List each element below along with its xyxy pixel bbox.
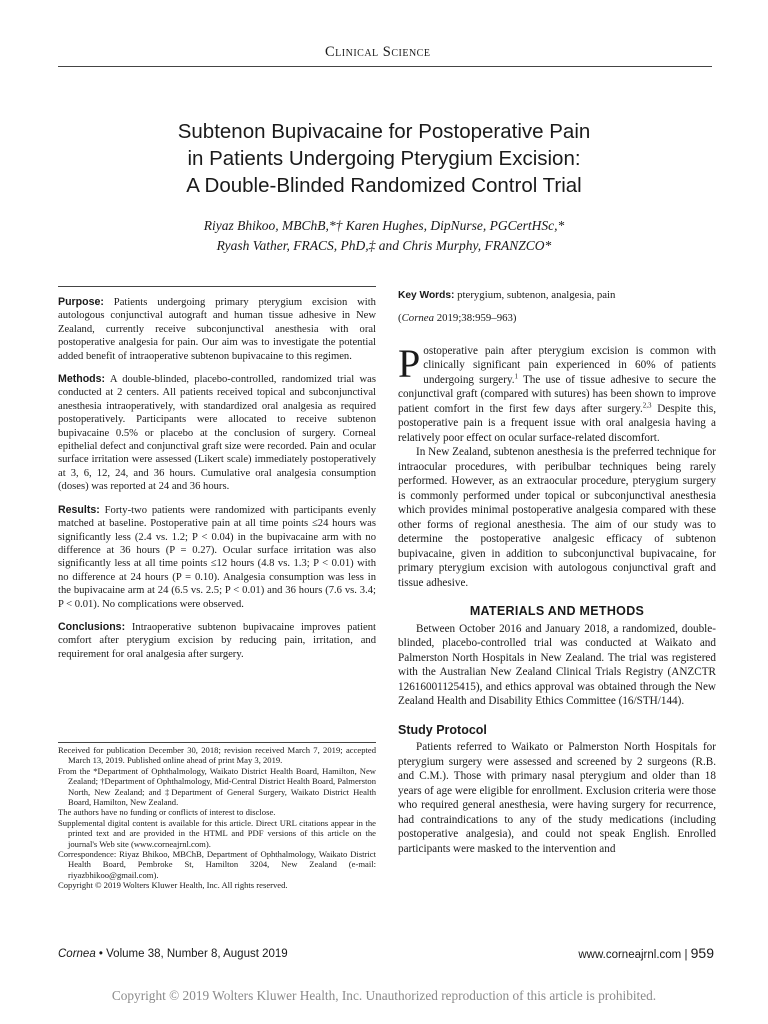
title-line-3: A Double-Blinded Randomized Control Trial <box>186 174 582 197</box>
keywords <box>398 288 716 303</box>
authors-line-1: Riyaz Bhikoo, MBChB,*† Karen Hughes, DipNurse, PGCertHSc,* <box>203 218 565 233</box>
author-list <box>60 216 708 256</box>
section-header <box>0 44 768 64</box>
paragraph-intro-2: In New Zealand, subtenon anesthesia is the preferred technique for intraocular procedures, with peribulbar techniques being rarely performed. However, as an extraocular procedure, pterygium surgery is commonly performed under topical or subconjunctival anesthesia which provides minimal postoperative analgesia compared with these other forms of regional anesthesia. The aim of our study was to determine the postoperative analgesic efficacy of subtenon bupivacaine, given in addition to subconjunctival bupivacaine, for primary pterygium excision with autologous conjunctival graft and tissue adhesive. <box>398 446 716 589</box>
abstract <box>58 286 376 671</box>
purpose-label: Purpose: <box>58 296 104 308</box>
abstract-results <box>58 504 376 611</box>
footnotes <box>58 742 376 891</box>
footer-journal-name: Cornea <box>58 948 96 960</box>
results-label: Results: <box>58 503 100 516</box>
drop-cap: P <box>398 340 421 386</box>
paragraph-methods: Between October 2016 and January 2018, a randomized, double-blinded, placebo-controlled trial was conducted at Waikato and Palmerston North Hospitals in New Zealand. The trial was registered with the Australian New Zealand Clinical Trials Registry (ANZCTR 12616001125415), and ethics approval was obtained through the New Zealand Health and Disability Ethics Committee (16/STH/144). <box>398 622 716 707</box>
title-line-1: Subtenon Bupivacaine for Postoperative Pain <box>177 120 591 143</box>
copyright-watermark: Copyright © 2019 Wolters Kluwer Health, Inc. Unauthorized reproduction of this article is prohibited. <box>111 988 657 1003</box>
results-text: Forty-two patients were randomized with participants evenly matched at baseline. Postoperative pain at all time points ≤24 hours was significantly less (2.4 vs. 1.2; P < 0.04) in the bupivacaine arm with no difference at 36 hours (P = 0.27). Ocular surface irritation was also significantly less at all time points ≤12 hours (4.8 vs. 1.3; P < 0.01) with no difference at 24 hours (P = 0.10). Analgesia consumption was less in the bupivacaine arm at 24 (6.5 vs. 2.5; P < 0.01) and 36 hours (7.6 vs. 3.4; P < 0.01). No complications were observed. <box>58 504 376 610</box>
page-number: 959 <box>690 945 714 961</box>
methods-text: A double-blinded, placebo-controlled, randomized trial was conducted at 2 centers. All patients received topical and subconjunctival anesthesia intraoperatively, with standardized oral analgesia as required postoperatively. Participants were allocated to receive subtenon bupivacaine 0.5% or placebo at the conclusion of surgery. Corneal epithelial defect and conjunctival graft size were recorded. Pain and ocular surface irritation were assessed (Likert scale) immediately postoperatively at 3, 6, 12, 24, and 36 hours. Cumulative oral analgesia consumption (doses) was reported at 24 and 36 hours. <box>58 374 376 493</box>
footer-issue: • Volume 38, Number 8, August 2019 <box>95 948 288 960</box>
methods-label: Methods: <box>58 373 106 386</box>
paragraph-protocol: Patients referred to Waikato or Palmerston North Hospitals for pterygium surgery were assessed and screened by 2 surgeons (R.B. and C.M.). Those with primary nasal pterygium and older than 18 years of age were eligible for enrollment. Exclusion criteria were those who required general anesthesia, were having surgery for recurrence, had contraindications to any of the study medications (including postoperative analgesia), and could not speak English. Enrolled participants were masked to the intervention and <box>398 741 716 855</box>
citation: (Cornea 2019;38:959–963) <box>398 312 517 324</box>
conclusions-text: Intraoperative subtenon bupivacaine improves patient comfort after pterygium excision by reducing pain, irritation, and requirement for oral analgesia after surgery. <box>58 621 376 660</box>
abstract-conclusions <box>58 621 376 661</box>
purpose-text: Patients undergoing primary pterygium excision with autologous conjunctival autograft and human tissue adhesive in New Zealand, currently receive subconjunctival anesthesia with oral postoperative analgesia for pain. Our aim was to investigate the potential added benefit of intraoperative subtenon bupivacaine to this regimen. <box>58 297 376 362</box>
section-label: Clinical Science <box>325 44 431 60</box>
footer-journal <box>58 948 288 960</box>
footnote-affiliations: From the *Department of Ophthalmology, Waikato District Health Board, Hamilton, New Zealand; †Department of Ophthalmology, Mid-Central District Health Board, Palmerston North, New Zealand; and ‡Department of General Surgery, Waikato District Health Board, Hamilton, New Zealand. <box>58 765 376 808</box>
intro-1c: Despite this, postoperative pain is a frequent issue with oral analgesia having a relatively poor effect on ocular surface-related discomfort. <box>398 402 717 444</box>
footnote-copyright: Copyright © 2019 Wolters Kluwer Health, Inc. All rights reserved. <box>58 880 288 891</box>
footnote-funding: The authors have no funding or conflicts of interest to disclose. <box>58 807 276 818</box>
footnote-supplemental: Supplemental digital content is available for this article. Direct URL citations appear in the printed text and are provided in the HTML and PDF versions of this article on the journal's Web site (www.corneajrnl.com). <box>58 817 376 849</box>
abstract-methods <box>58 373 376 494</box>
keywords-text: pterygium, subtenon, analgesia, pain <box>457 289 616 301</box>
footer-page-info <box>578 945 714 961</box>
conclusions-label: Conclusions: <box>58 620 126 633</box>
keywords-label: Key Words: <box>398 290 455 301</box>
abstract-purpose <box>58 296 376 363</box>
article-title <box>60 118 708 199</box>
heading-study-protocol: Study Protocol <box>398 722 487 737</box>
ref-2-3: 2,3 <box>642 400 652 409</box>
body-text <box>398 340 717 857</box>
citation-journal: Cornea <box>401 312 435 324</box>
citation-ref: 2019;38:959–963 <box>436 312 513 324</box>
right-column <box>398 288 716 856</box>
intro-1b: The use of tissue adhesive to secure the conjunctival graft (compared with sutures) has been shown to improve patient comfort in the first few days after surgery. <box>398 373 716 415</box>
footnote-correspondence: Correspondence: Riyaz Bhikoo, MBChB, Department of Ophthalmology, Waikato District Health Board, Pembroke St, Hamilton 3204, New Zealand (e-mail: riyazbhikoo@gmail.com). <box>58 849 376 880</box>
authors-line-2: Ryash Vather, FRACS, PhD,‡ and Chris Murphy, FRANZCO* <box>216 238 552 253</box>
heading-methods: MATERIALS AND METHODS <box>469 604 645 618</box>
ref-1: 1 <box>514 371 519 380</box>
paragraph-intro-1 <box>398 340 717 446</box>
footer-separator: | <box>681 949 691 961</box>
title-line-2: in Patients Undergoing Pterygium Excision: <box>187 147 581 170</box>
footer-site: www.corneajrnl.com <box>578 949 682 961</box>
header-rule <box>58 66 712 67</box>
footnote-received: Received for publication December 30, 2018; revision received March 7, 2019; accepted March 13, 2019. Published online ahead of print May 3, 2019. <box>58 745 376 766</box>
intro-1a: ostoperative pain after pterygium excision is common with clinically significant pain experienced in 60% of patients undergoing surgery. <box>423 344 716 386</box>
